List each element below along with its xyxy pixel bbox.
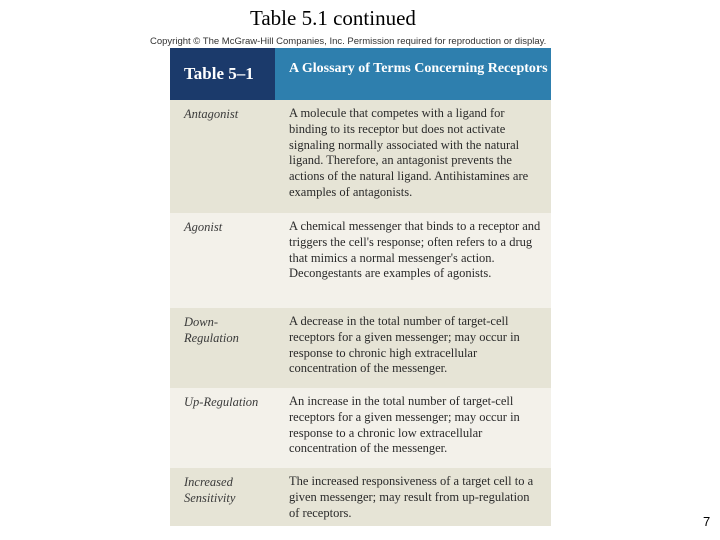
definition-cell: A decrease in the total number of target-cell receptors for a given messenger; may occur in response to chronic high extracellular concentration of the messenger.: [289, 314, 520, 376]
definition-cell: A molecule that competes with a ligand for binding to its receptor but does not activate signaling normally associated with the natural ligand. Therefore, an antagonist prevents the actions of the natural ligand. Antihistamines are examples of antagonists.: [289, 106, 529, 199]
definition-cell: The increased responsiveness of a target cell to a given messenger; may result from up-regulation of receptors.: [289, 474, 534, 520]
table-title: A Glossary of Terms Concerning Receptors: [275, 48, 551, 100]
table-row: [170, 388, 551, 468]
term-cell: Antagonist: [184, 107, 239, 121]
slide-title: Table 5.1 continued: [250, 6, 416, 30]
term-cell: Increased Sensitivity: [184, 475, 236, 505]
table-row: [170, 308, 551, 388]
table-row: [170, 468, 551, 526]
table-label: Table 5–1: [170, 48, 275, 100]
term-cell: Up-Regulation: [184, 395, 259, 409]
table-header: [170, 48, 551, 100]
term-cell: Agonist: [184, 220, 223, 234]
copyright-notice: Copyright © The McGraw-Hill Companies, Inc. Permission required for reproduction or display.: [150, 36, 547, 47]
table-row: [170, 213, 551, 308]
definition-cell: An increase in the total number of target-cell receptors for a given messenger; may occur in response to a chronic low extracellular concentration of the messenger.: [289, 394, 520, 456]
table-row: [170, 100, 551, 213]
glossary-table: [170, 48, 551, 526]
term-cell: Down-Regulation: [184, 315, 239, 345]
page-number: 7: [703, 514, 711, 529]
definition-cell: A chemical messenger that binds to a receptor and triggers the cell's response; often refers to a drug that mimics a normal messenger's action. Decongestants are examples of agonists.: [289, 219, 541, 281]
